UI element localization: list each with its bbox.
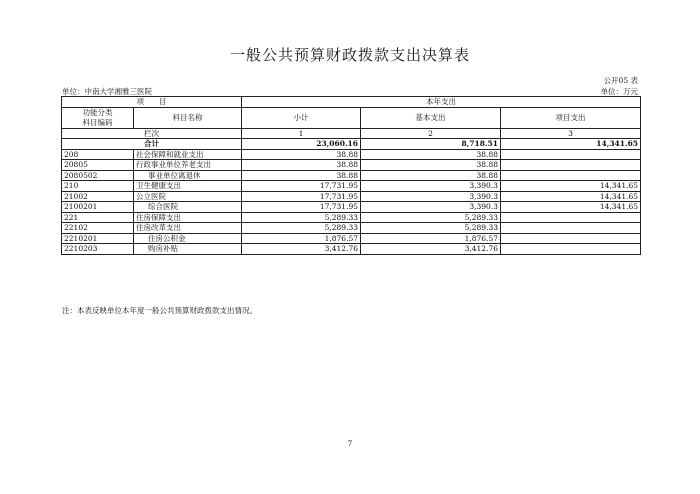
row-code: 2080502 — [62, 170, 134, 181]
row-basic: 3,390.3 — [361, 191, 501, 202]
row-basic: 1,876.57 — [361, 233, 501, 244]
row-subtotal: 1,876.57 — [242, 233, 361, 244]
row-basic: 5,289.33 — [361, 223, 501, 234]
row-subject-name: 住房保障支出 — [134, 212, 242, 223]
row-basic: 3,390.3 — [361, 181, 501, 192]
table-row — [62, 181, 641, 192]
total-label: 合计 — [62, 139, 242, 150]
row-basic: 38.88 — [361, 149, 501, 160]
total-project: 14,341.65 — [501, 139, 641, 150]
row-subject-name: 综合医院 — [134, 202, 242, 213]
header-current-year: 本年支出 — [242, 97, 641, 108]
header-subtotal: 小计 — [242, 107, 361, 128]
row-code: 2210203 — [62, 244, 134, 255]
row-subtotal: 38.88 — [242, 149, 361, 160]
header-subject-name: 科目名称 — [134, 107, 242, 128]
expenditure-table — [61, 96, 641, 255]
unit-name: 单位：中南大学湘雅三医院 — [62, 87, 152, 96]
row-subtotal: 17,731.95 — [242, 181, 361, 192]
header-func-code: 功能分类 科目编码 — [62, 107, 134, 128]
row-code: 208 — [62, 149, 134, 160]
row-subtotal: 38.88 — [242, 170, 361, 181]
column-number-2: 2 — [361, 128, 501, 139]
row-subtotal: 5,289.33 — [242, 212, 361, 223]
page-title: 一般公共预算财政拨款支出决算表 — [229, 46, 470, 64]
column-number-label: 栏次 — [62, 128, 242, 139]
row-code: 21002 — [62, 191, 134, 202]
row-project — [501, 160, 641, 171]
row-code: 22102 — [62, 223, 134, 234]
column-number-1: 1 — [242, 128, 361, 139]
header-item: 项 目 — [62, 97, 242, 108]
page-number: 7 — [347, 440, 353, 448]
row-basic: 3,390.3 — [361, 202, 501, 213]
row-project — [501, 212, 641, 223]
row-subject-name: 公立医院 — [134, 191, 242, 202]
row-project: 14,341.65 — [501, 181, 641, 192]
table-row — [62, 160, 641, 171]
row-basic: 5,289.33 — [361, 212, 501, 223]
table-row — [62, 223, 641, 234]
row-subject-name: 购房补贴 — [134, 244, 242, 255]
footnote: 注：本表反映单位本年度一般公共预算财政拨款支出情况。 — [62, 306, 257, 315]
row-project — [501, 149, 641, 160]
row-project: 14,341.65 — [501, 202, 641, 213]
table-row — [62, 170, 641, 181]
row-subject-name: 住房公积金 — [134, 233, 242, 244]
row-subtotal: 17,731.95 — [242, 202, 361, 213]
row-project — [501, 223, 641, 234]
row-subject-name: 社会保障和就业支出 — [134, 149, 242, 160]
table-row — [62, 233, 641, 244]
row-project — [501, 244, 641, 255]
row-subject-name: 行政事业单位养老支出 — [134, 160, 242, 171]
row-basic: 38.88 — [361, 170, 501, 181]
header-basic: 基本支出 — [361, 107, 501, 128]
row-subject-name: 住房改革支出 — [134, 223, 242, 234]
row-code: 2210201 — [62, 233, 134, 244]
row-subtotal: 3,412.76 — [242, 244, 361, 255]
row-subtotal: 38.88 — [242, 160, 361, 171]
header-project: 项目支出 — [501, 107, 641, 128]
total-basic: 8,718.51 — [361, 139, 501, 150]
currency-unit: 单位：万元 — [600, 87, 638, 96]
row-basic: 3,412.76 — [361, 244, 501, 255]
total-subtotal: 23,060.16 — [242, 139, 361, 150]
table-row — [62, 191, 641, 202]
row-subject-name: 事业单位离退休 — [134, 170, 242, 181]
table-row — [62, 212, 641, 223]
row-project: 14,341.65 — [501, 191, 641, 202]
row-project — [501, 170, 641, 181]
row-project — [501, 233, 641, 244]
row-basic: 38.88 — [361, 160, 501, 171]
table-row — [62, 244, 641, 255]
row-subtotal: 5,289.33 — [242, 223, 361, 234]
column-number-3: 3 — [501, 128, 641, 139]
row-subject-name: 卫生健康支出 — [134, 181, 242, 192]
row-code: 221 — [62, 212, 134, 223]
row-code: 20805 — [62, 160, 134, 171]
row-code: 2100201 — [62, 202, 134, 213]
row-subtotal: 17,731.95 — [242, 191, 361, 202]
row-code: 210 — [62, 181, 134, 192]
table-row — [62, 149, 641, 160]
table-row — [62, 202, 641, 213]
form-code: 公开05 表 — [603, 76, 638, 85]
